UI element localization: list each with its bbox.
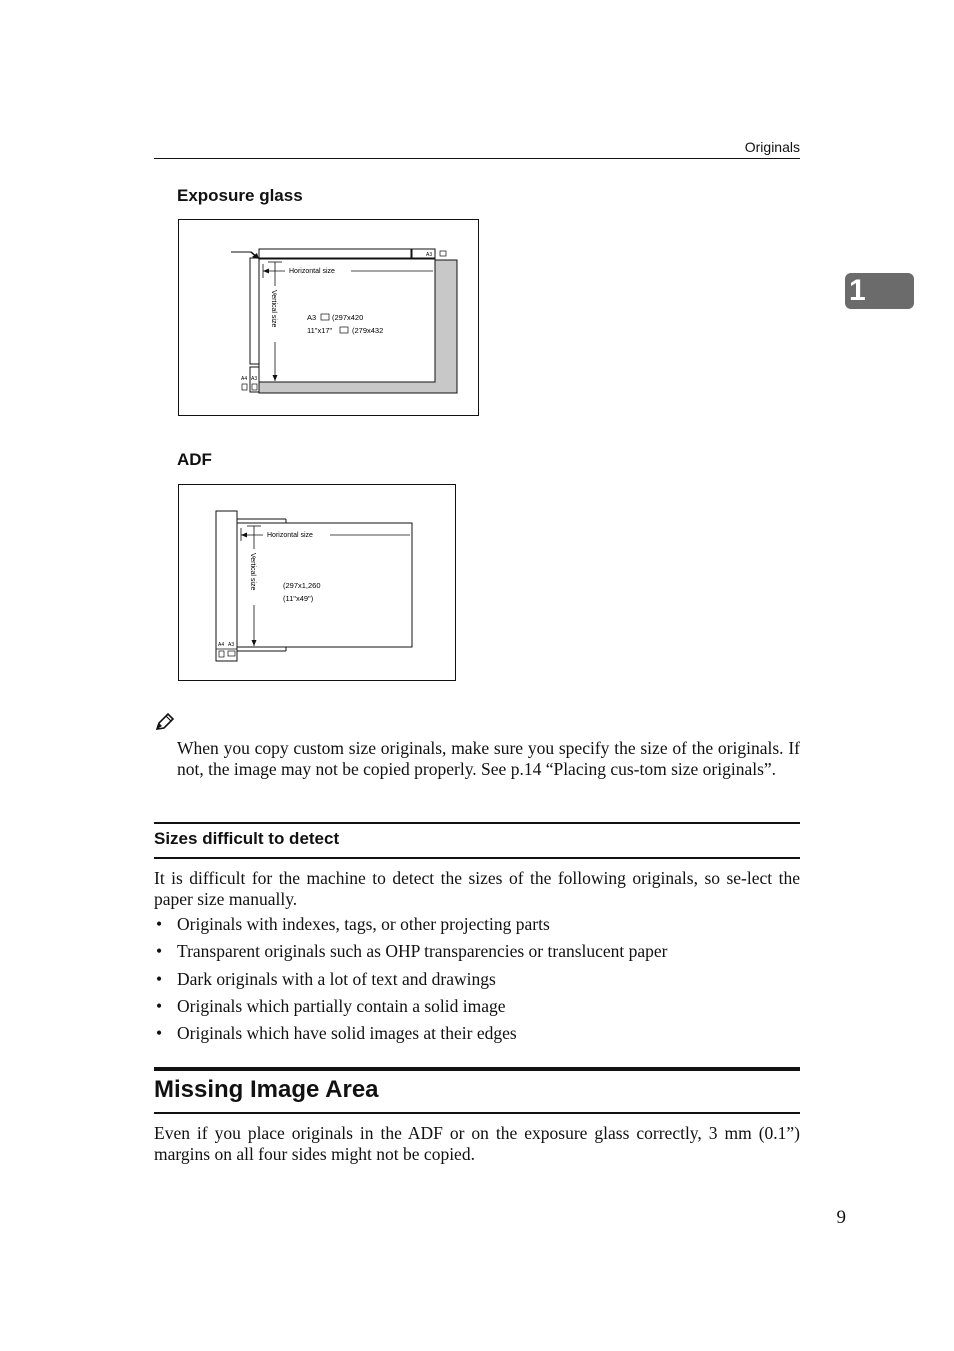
heading-rule [154, 1112, 800, 1114]
left-marker-2: A3 [228, 642, 235, 648]
adf-caption: ADF [177, 450, 212, 469]
list-item [154, 969, 800, 996]
vertical-size-label: Vertical size [249, 553, 256, 591]
size-line-2: 11"x17" [307, 326, 333, 335]
adf-figure [178, 484, 456, 681]
exposure-glass-figure [178, 219, 479, 416]
bullet-icon: • [156, 995, 163, 1016]
bullet-icon: • [156, 968, 163, 989]
adf-guide [216, 511, 237, 661]
bullet-icon: • [156, 914, 163, 934]
list-item [154, 914, 800, 941]
list-item [154, 1023, 800, 1050]
bullet-list [154, 914, 800, 1050]
list-item [154, 941, 800, 968]
heading-rule [154, 1067, 800, 1071]
bullet-icon: • [156, 1023, 163, 1044]
section-intro: It is difficult for the machine to detect the sizes of the following originals, so se-lect the paper size manually. [154, 868, 800, 909]
size-line-1-dims: (297x420 [332, 313, 364, 322]
section-rule [154, 857, 800, 859]
adf-original-sheet [237, 523, 412, 647]
left-marker-2: A3 [251, 376, 258, 382]
bullet-icon: • [156, 941, 163, 962]
exposure-glass-caption: Exposure glass [177, 186, 303, 205]
left-marker-1: A4 [241, 376, 248, 382]
list-item [154, 996, 800, 1023]
horizontal-size-label: Horizontal size [289, 268, 335, 275]
pencil-note-icon [154, 711, 176, 733]
paper-orientation-icon [242, 384, 247, 390]
section-rule [154, 822, 800, 824]
adf-diagram [179, 485, 455, 680]
note-text: When you copy custom size originals, make sure you specify the size of the originals. If not, the image may not be copied properly. See p.14 “Placing cus-tom size originals”. [177, 738, 800, 779]
section-title: Sizes difficult to detect [154, 829, 340, 848]
top-marker-label: A3 [426, 252, 433, 258]
left-marker-1: A4 [218, 642, 225, 648]
vertical-size-label: Vertical size [270, 290, 277, 328]
header-rule [154, 158, 800, 159]
size-line-2-dims: (279x432 [352, 326, 384, 335]
size-line-2: (11"x49") [283, 594, 314, 603]
top-scale [259, 249, 411, 258]
page-number: 9 [836, 1207, 846, 1228]
list-item-text: Dark originals with a lot of text and drawings [177, 968, 496, 989]
horizontal-size-label: Horizontal size [267, 532, 313, 539]
heading-title: Missing Image Area [154, 1076, 379, 1103]
list-item-text: Originals which have solid images at their edges [177, 1023, 517, 1044]
size-line-1: (297x1,260 [283, 581, 321, 590]
missing-area-text: Even if you place originals in the ADF or on the exposure glass correctly, 3 mm (0.1”) margins on all four sides might not be copied. [154, 1123, 800, 1164]
list-item-text: Originals with indexes, tags, or other projecting parts [177, 914, 550, 934]
list-item-text: Originals which partially contain a solid image [177, 995, 506, 1016]
list-item-text: Transparent originals such as OHP transparencies or translucent paper [177, 941, 668, 962]
left-scale [250, 258, 259, 364]
chapter-tab: 1 [845, 273, 914, 309]
exposure-glass-diagram [179, 220, 478, 415]
size-line-1: A3 [307, 313, 317, 322]
running-header: Originals [744, 139, 800, 155]
paper-orientation-icon [440, 251, 446, 256]
